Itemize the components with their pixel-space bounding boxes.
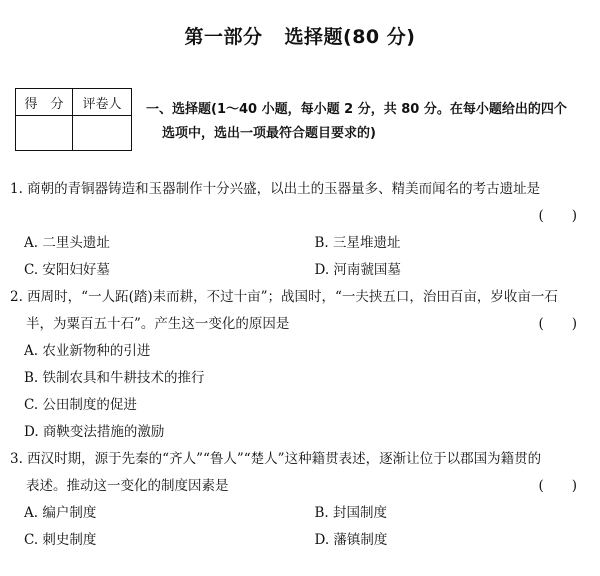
option-a: A. 二里头遗址 [24,235,110,251]
questions [10,176,585,554]
grader-cell [73,116,132,151]
option-c: C. 安阳妇好墓 [24,262,110,278]
paren-close: ) [571,316,577,332]
paren-open: ( [538,478,544,494]
question-1-stem: 1. 商朝的青铜器铸造和玉器制作十分兴盛，以出土的玉器量多、精美而闻名的考古遗址是 [10,181,541,197]
question-3-stem-2-row [10,473,585,500]
options-row [10,500,585,527]
question-3-stem-1: 3. 西汉时期，源于先秦的“齐人”“鲁人”“楚人”这种籍贯表述，逐渐让位于以郡国为籍贯的 [10,451,542,467]
paren-close: ) [571,478,577,494]
options-row [10,257,585,284]
option-d: D. 藩镇制度 [314,532,388,548]
score-table [15,88,132,151]
option-a: A. 编户制度 [24,505,97,521]
question-3 [10,446,585,554]
question-2-stem-2: 半，为粟百五十石”。产生这一变化的原因是 [26,316,290,332]
score-header: 得 分 [16,89,73,116]
page-title [0,22,600,49]
question-2-stem-2-row [10,311,585,338]
option-b: B. 三星堆遗址 [314,235,401,251]
paren-open: ( [538,208,544,224]
answer-blank [538,311,577,338]
question-2 [10,284,585,446]
option-d: D. 商鞅变法措施的激励 [24,424,165,440]
option-b: B. 封国制度 [314,505,388,521]
question-3-stem-2: 表述。推动这一变化的制度因素是 [26,478,229,494]
section-line-2: 选项中，选出一项最符合题目要求的) [162,126,376,141]
option-d: D. 河南虢国墓 [314,262,401,278]
option-a: A. 农业新物种的引进 [24,343,151,359]
section-line-1: 一、选择题(1～40 小题，每小题 2 分，共 80 分。在每小题给出的四个 [146,102,567,117]
options-row [10,527,585,554]
option-c: C. 公田制度的促进 [24,397,137,413]
options-row [10,230,585,257]
paren-open: ( [538,316,544,332]
section-instructions [146,98,586,146]
score-cell [16,116,73,151]
answer-blank [10,203,585,230]
paren-close: ) [571,208,577,224]
title-part: 第一部分 [184,26,263,48]
question-2-stem-1: 2. 西周时，“一人跖(踏)耒而耕，不过十亩”；战国时，“一夫挟五口，治田百亩，岁收亩一石 [10,289,558,305]
option-b: B. 铁制农具和牛耕技术的推行 [24,370,205,386]
answer-blank [538,473,577,500]
option-c: C. 刺史制度 [24,532,97,548]
grader-header: 评卷人 [73,89,132,116]
title-name: 选择题(80 分) [284,26,416,48]
question-1 [10,176,585,284]
